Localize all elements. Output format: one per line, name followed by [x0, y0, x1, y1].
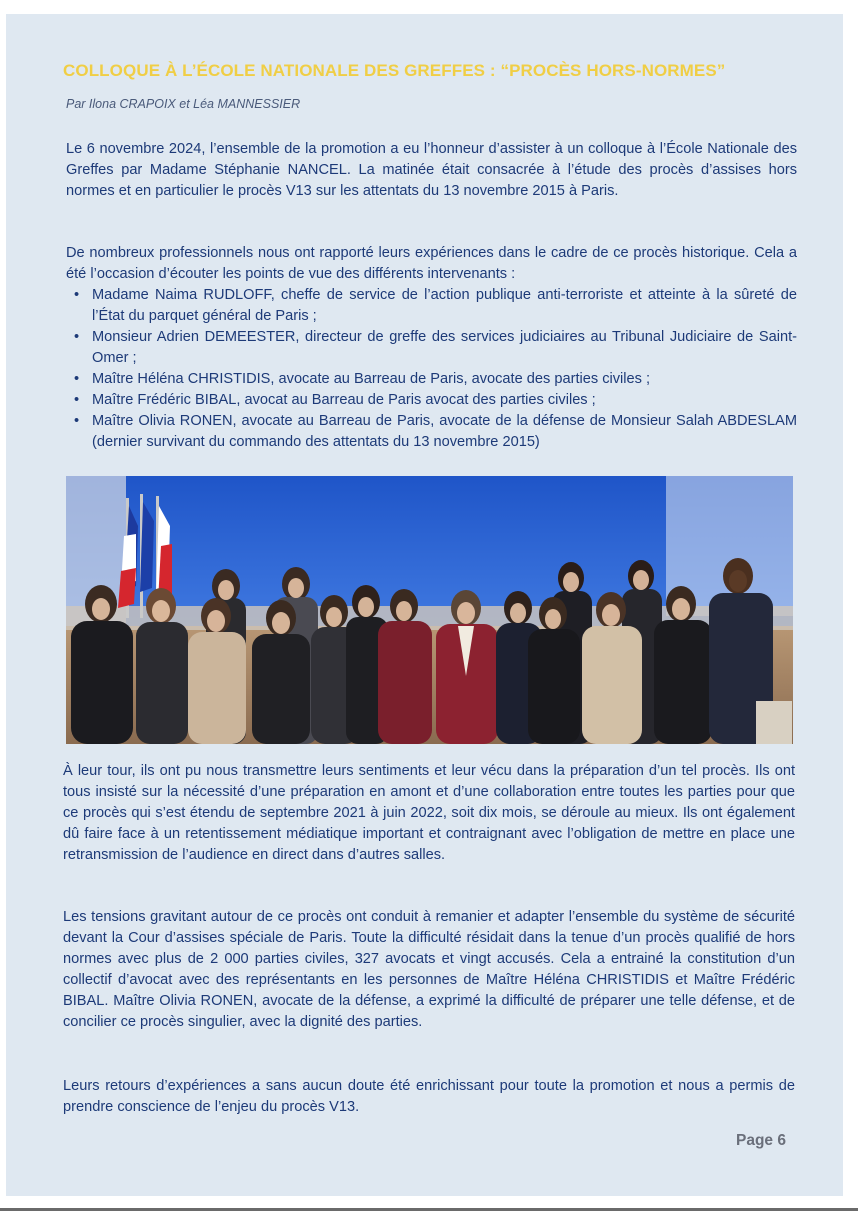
list-item: • Maître Héléna CHRISTIDIS, avocate au Barreau de Paris, avocate des parties civiles ;: [66, 369, 797, 390]
list-item: • Monsieur Adrien DEMEESTER, directeur de greffe des services judiciaires au Tribunal Judiciaire de Saint-Omer ;: [66, 327, 797, 369]
page-bottom-divider: [0, 1208, 858, 1211]
paragraph-security: Les tensions gravitant autour de ce procès ont conduit à remanier et adapter l’ensemble du système de sécurité devant la Cour d’assises spéciale de Paris. Toute la difficulté résidait dans la tenue d’un procès qualifié de hors normes avec plus de 2 000 parties civiles, 327 avocats et vingt accusés. Cela a entrainé la constitution d’un collectif d’avocat avec des représentants en les personnes de Maître Héléna CHRISTIDIS et Maître Frédéric BIBAL. Maître Olivia RONEN, avocate de la défense, a exprimé la difficulté de préparer une telle défense, et de concilier ce procès singulier, avec la dignité des parties.: [63, 909, 795, 1030]
list-item: • Maître Olivia RONEN, avocate au Barreau de Paris, avocate de la défense de Monsieur Salah ABDESLAM (dernier survivant du commando des attentats du 13 novembre 2015): [66, 411, 797, 453]
byline: Par Ilona CRAPOIX et Léa MANNESSIER: [66, 97, 301, 111]
list-item: • Madame Naima RUDLOFF, cheffe de service de l’action publique anti-terroriste et atteinte à la sûreté de l’État du parquet général de Paris ;: [66, 285, 797, 327]
article-title: COLLOQUE À L’ÉCOLE NATIONALE DES GREFFES : “PROCÈS HORS-NORMES”: [63, 61, 726, 80]
group-photo: [66, 476, 793, 744]
paragraph-testimonies: À leur tour, ils ont pu nous transmettre leurs sentiments et leur vécu dans la préparation d’un tel procès. Ils ont tous insisté sur la nécessité d’une préparation en amont et d’une collaboration entre toutes les parties pour que ce procès qui s’est étendu de septembre 2021 à juin 2022, soit dix mois, se déroule au mieux. Ils ont également dû faire face à un retentissement médiatique important et contraignant avec l’obligation de mettre en place une retransmission de l’audience en direct dans d’autres salles.: [63, 763, 795, 863]
speaker-list: [66, 285, 797, 453]
paragraph-conclusion: Leurs retours d’expériences a sans aucun doute été enrichissant pour toute la promotion et nous a permis de prendre conscience de l’enjeu du procès V13.: [63, 1078, 795, 1115]
paragraph-speakers-intro: De nombreux professionnels nous ont rapporté leurs expériences dans le cadre de ce procès historique. Cela a été l’occasion d’écouter les points de vue des différents intervenants :: [66, 245, 797, 282]
group-photo-illustration: [66, 476, 793, 744]
list-item: • Maître Frédéric BIBAL, avocat au Barreau de Paris avocat des parties civiles ;: [66, 390, 797, 411]
page-number: Page 6: [736, 1132, 786, 1149]
paragraph-intro: Le 6 novembre 2024, l’ensemble de la promotion a eu l’honneur d’assister à un colloque à l’École Nationale des Greffes par Madame Stéphanie NANCEL. La matinée était consacrée à l’étude des procès d’assises hors normes et en particulier le procès V13 sur les attentats du 13 novembre 2015 à Paris.: [66, 141, 797, 199]
